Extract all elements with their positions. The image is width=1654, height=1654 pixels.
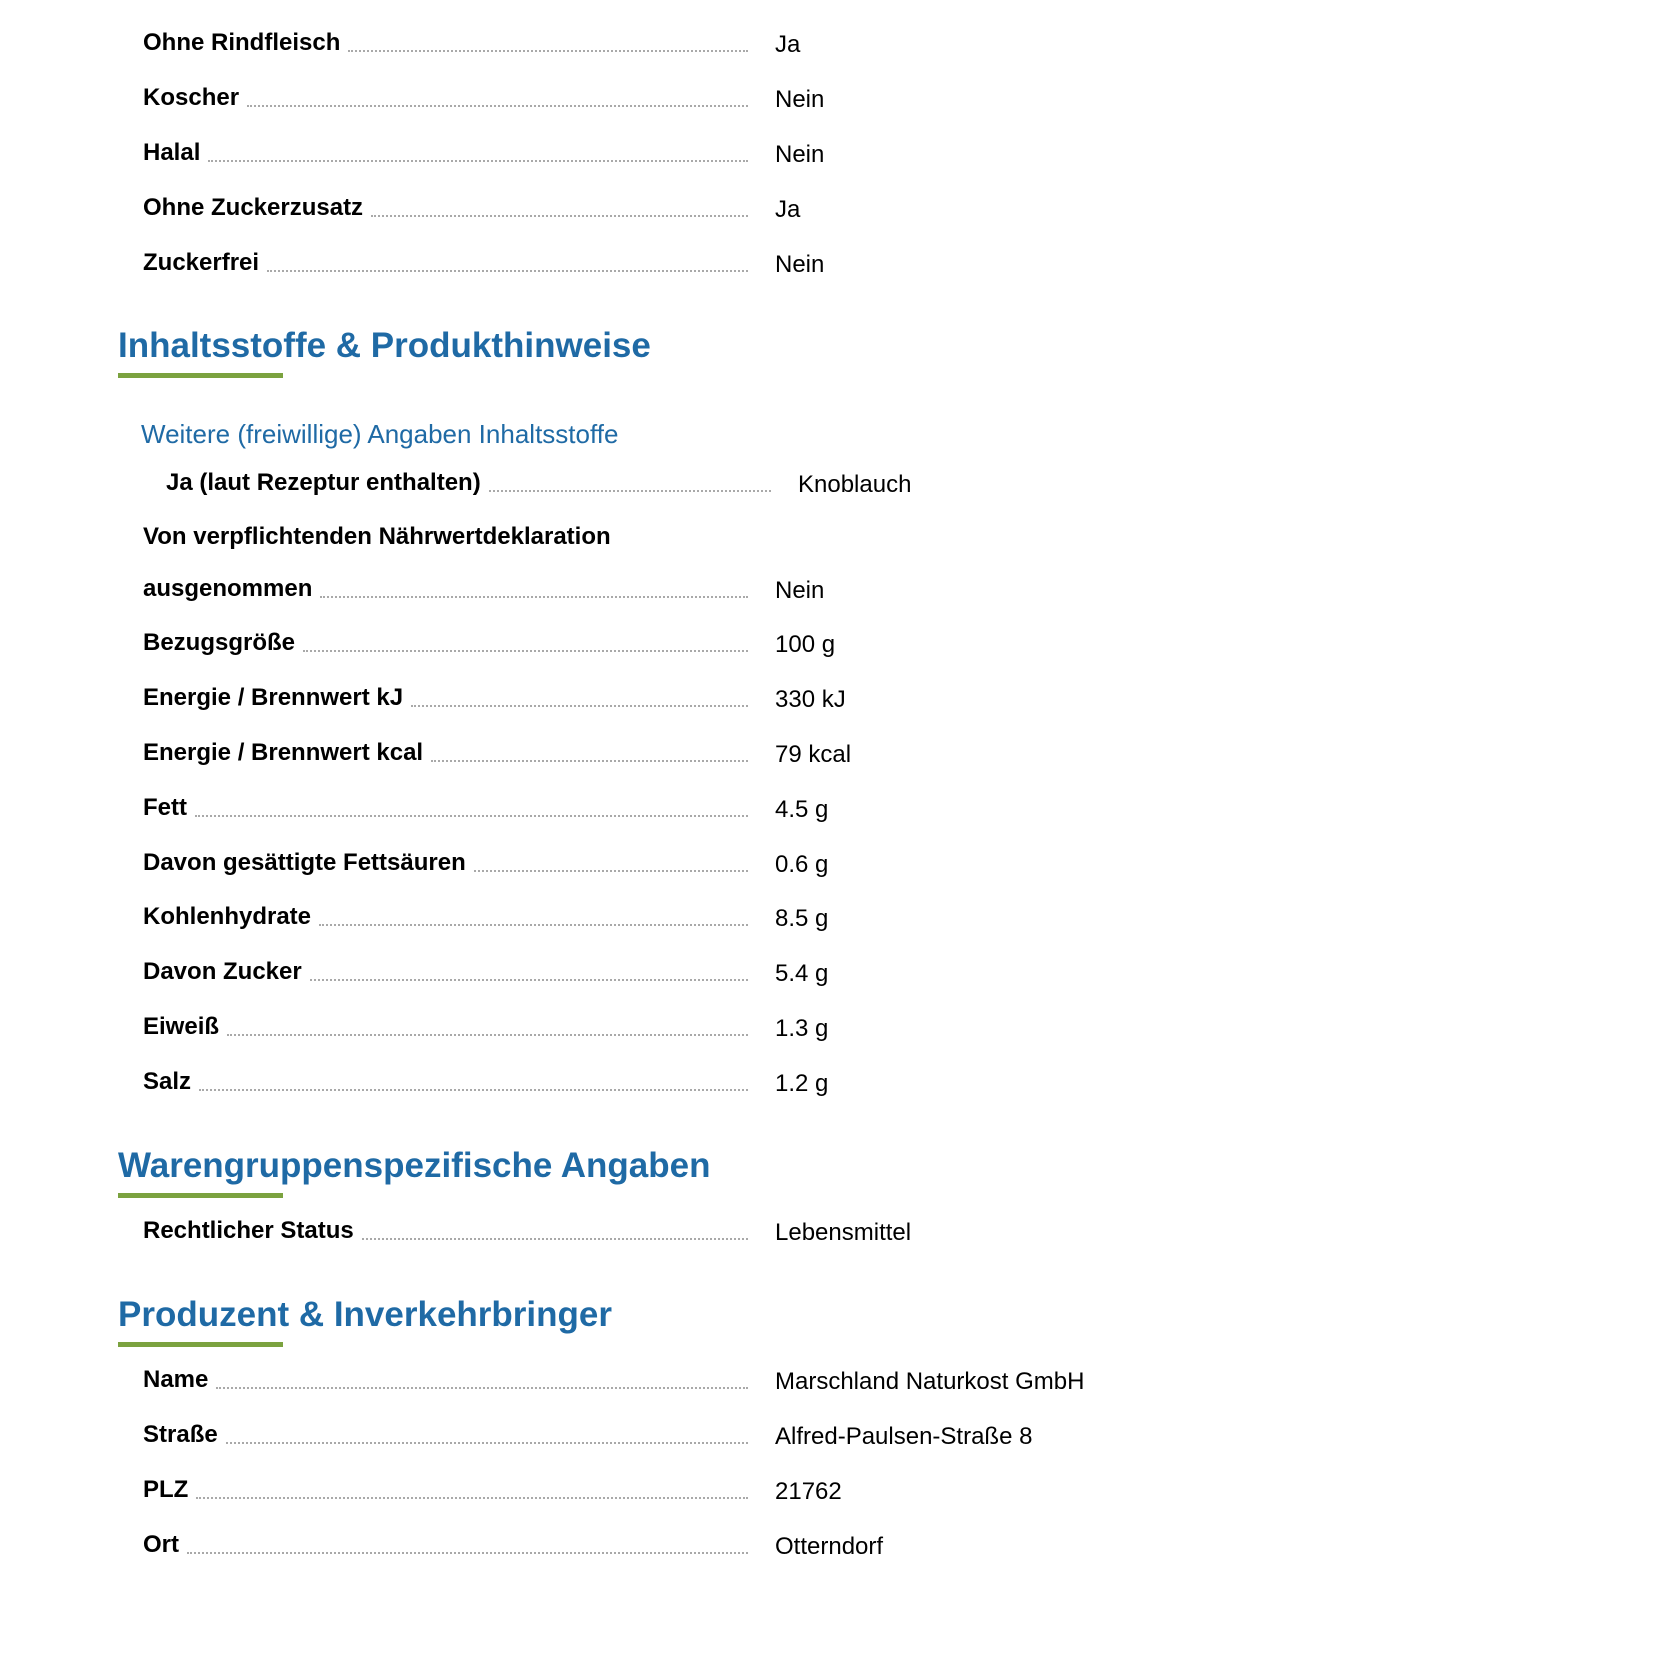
exempt-label-line1: Von verpflichtenden Nährwertdeklaration <box>143 523 611 550</box>
leader-dots <box>474 870 748 872</box>
row-label: Rechtlicher Status <box>143 1216 748 1246</box>
subheading-optional-ingredients: Weitere (freiwillige) Angaben Inhaltsstoffe <box>141 419 619 449</box>
section-heading: Warengruppenspezifische Angaben <box>118 1146 711 1185</box>
heading-underline <box>118 1193 283 1198</box>
row-value: 5.4 g <box>775 960 829 987</box>
row-label: Ort <box>143 1530 748 1560</box>
row-value: Alfred-Paulsen-Straße 8 <box>775 1423 1033 1450</box>
row-value: 100 g <box>775 631 836 658</box>
leader-dots <box>319 924 748 926</box>
row-label: Ja (laut Rezeptur enthalten) <box>166 468 771 498</box>
row-value: Nein <box>775 86 825 113</box>
row-label: Ohne Rindfleisch <box>143 28 748 58</box>
row-value: Knoblauch <box>798 471 912 498</box>
leader-dots <box>348 50 748 52</box>
row-value: 0.6 g <box>775 851 829 878</box>
heading-underline <box>118 373 283 378</box>
leader-dots <box>196 1497 748 1499</box>
section-ingredients <box>118 325 651 378</box>
row-value: 1.2 g <box>775 1070 829 1097</box>
leader-dots <box>227 1034 748 1036</box>
row-label: PLZ <box>143 1475 748 1505</box>
row-label: Davon Zucker <box>143 957 748 987</box>
row-value: 4.5 g <box>775 796 829 823</box>
leader-dots <box>489 490 771 492</box>
leader-dots <box>208 160 748 162</box>
section-heading: Inhaltsstoffe & Produkthinweise <box>118 326 651 365</box>
leader-dots <box>362 1238 748 1240</box>
section-producer <box>118 1294 612 1347</box>
section-heading: Produzent & Inverkehrbringer <box>118 1295 612 1334</box>
leader-dots <box>303 650 748 652</box>
row-value: Marschland Naturkost GmbH <box>775 1368 1085 1395</box>
row-value: 330 kJ <box>775 686 846 713</box>
row-value: 79 kcal <box>775 741 852 768</box>
row-label: Salz <box>143 1067 748 1097</box>
row-label: Energie / Brennwert kJ <box>143 683 748 713</box>
leader-dots <box>320 596 748 598</box>
row-label: Energie / Brennwert kcal <box>143 738 748 768</box>
leader-dots <box>371 215 748 217</box>
row-label: Ohne Zuckerzusatz <box>143 193 748 223</box>
row-value: 8.5 g <box>775 905 829 932</box>
row-label: ausgenommen <box>143 574 748 604</box>
section-goods-group <box>118 1145 711 1198</box>
row-value: Nein <box>775 577 825 604</box>
heading-underline <box>118 1342 283 1347</box>
row-value: Ja <box>775 196 801 223</box>
row-label: Koscher <box>143 83 748 113</box>
row-label: Fett <box>143 793 748 823</box>
row-label: Bezugsgröße <box>143 628 748 658</box>
row-label: Eiweiß <box>143 1012 748 1042</box>
leader-dots <box>187 1552 748 1554</box>
row-label: Davon gesättigte Fettsäuren <box>143 848 748 878</box>
row-value: 21762 <box>775 1478 842 1505</box>
leader-dots <box>411 705 748 707</box>
leader-dots <box>431 760 748 762</box>
leader-dots <box>267 270 748 272</box>
row-value: 1.3 g <box>775 1015 829 1042</box>
leader-dots <box>199 1089 748 1091</box>
leader-dots <box>216 1387 748 1389</box>
row-label: Name <box>143 1365 748 1395</box>
leader-dots <box>310 979 748 981</box>
row-label: Kohlenhydrate <box>143 902 748 932</box>
row-label: Halal <box>143 138 748 168</box>
row-value: Lebensmittel <box>775 1219 912 1246</box>
row-label: Straße <box>143 1420 748 1450</box>
row-value: Nein <box>775 141 825 168</box>
row-label: Zuckerfrei <box>143 248 748 278</box>
leader-dots <box>195 815 748 817</box>
row-value: Ja <box>775 31 801 58</box>
row-value: Otterndorf <box>775 1533 884 1560</box>
row-value: Nein <box>775 251 825 278</box>
leader-dots <box>247 105 748 107</box>
leader-dots <box>226 1442 748 1444</box>
